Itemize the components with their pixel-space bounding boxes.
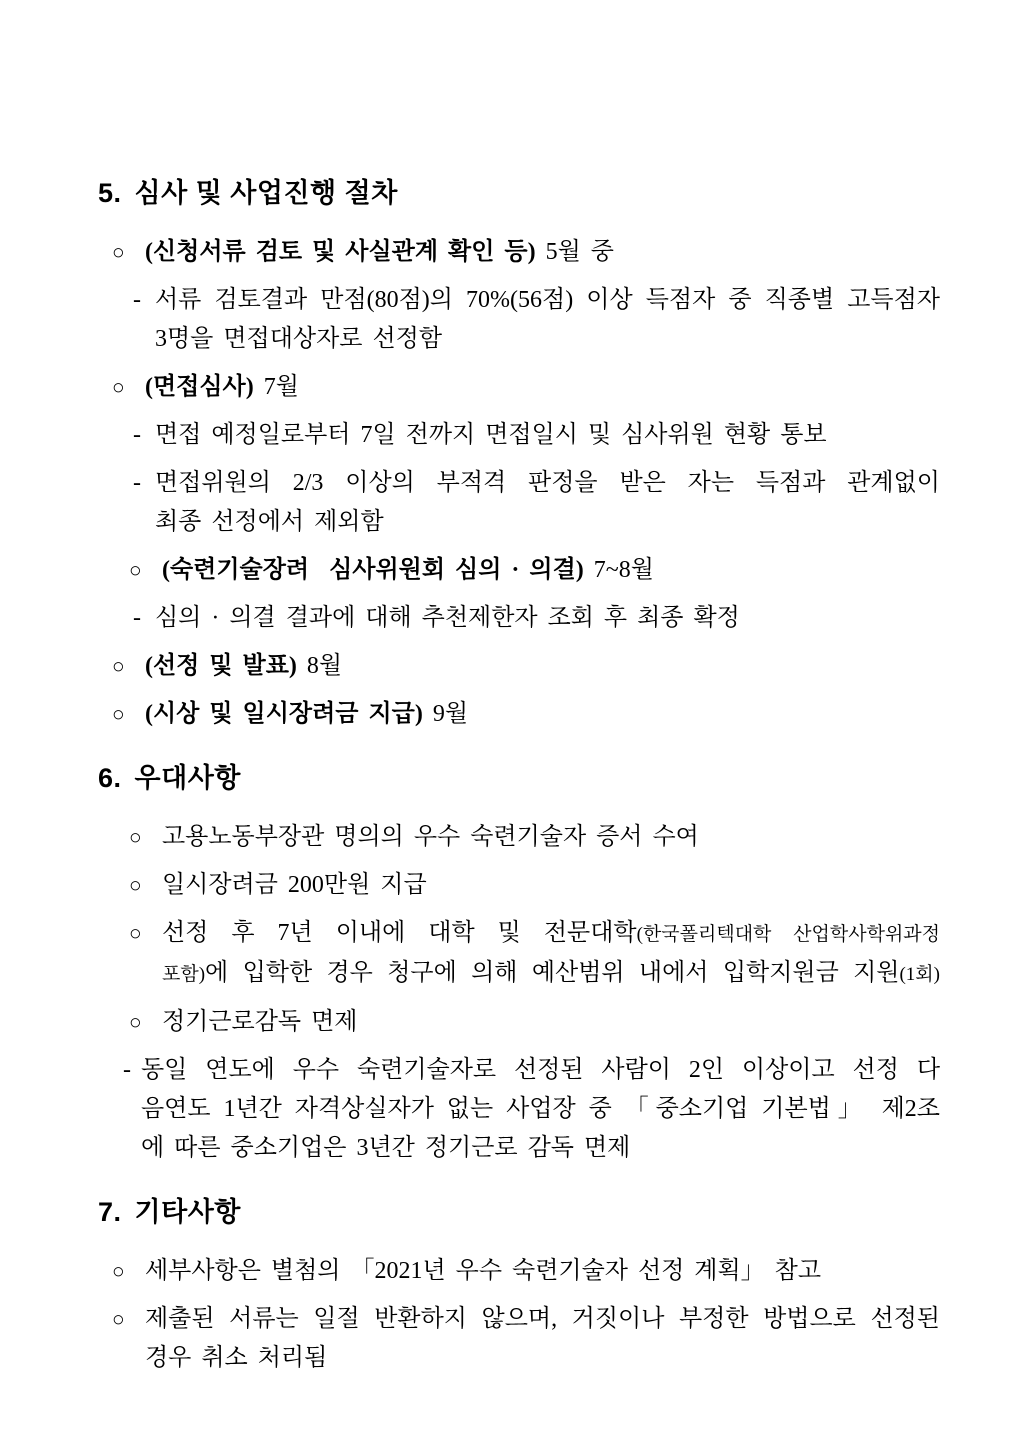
circle-bullet: ○ (129, 825, 142, 849)
circle-bullet: ○ (112, 375, 125, 399)
text-line (141, 1051, 940, 1090)
text-segment: 제출된 서류는 일절 반환하지 않으며, 거짓이나 부정한 방법으로 선정된 (145, 1306, 940, 1332)
text-segment: 면접 예정일로부터 7일 전까지 면접일시 및 심사위원 현황 통보 (155, 422, 827, 448)
text-segment: 포함) (162, 964, 206, 985)
text-line (155, 320, 940, 359)
item-body (145, 695, 940, 734)
list-item (98, 416, 940, 455)
text-line (162, 551, 940, 590)
text-segment: 9월 (422, 701, 469, 727)
section-5 (98, 177, 940, 734)
item-body (145, 233, 940, 272)
text-segment: 일시장려금 200만원 지급 (162, 872, 427, 898)
dash-bullet: - (123, 1057, 131, 1083)
list-item (98, 233, 940, 272)
section-heading (98, 1196, 940, 1229)
text-segment: 면접위원의 2/3 이상의 부적격 판정을 받은 자는 득점과 관계없이 (155, 470, 940, 496)
section-6 (98, 762, 940, 1168)
list-item (98, 818, 940, 857)
circle-bullet: ○ (112, 1259, 125, 1283)
item-body (162, 1003, 940, 1042)
section-number: 6. (98, 763, 122, 793)
text-line (145, 1300, 940, 1339)
section-heading (98, 762, 940, 795)
list-item (98, 368, 940, 407)
text-line (145, 1339, 940, 1378)
text-line (155, 464, 940, 503)
text-segment: 정기근로감독 면제 (162, 1009, 358, 1035)
list-item (98, 551, 940, 590)
text-line (145, 1252, 940, 1291)
text-line (145, 368, 940, 407)
dash-bullet: - (133, 605, 141, 631)
item-body (155, 599, 940, 638)
section-title: 우대사항 (134, 763, 241, 793)
list-item (98, 1252, 940, 1291)
text-line (145, 695, 940, 734)
text-segment: 심의 · 의결 결과에 대해 추천제한자 조회 후 최종 확정 (155, 605, 740, 631)
section-title: 기타사항 (134, 1197, 241, 1227)
text-segment: 8월 (296, 653, 343, 679)
list-item (98, 464, 940, 542)
item-body (162, 818, 940, 857)
item-body (155, 281, 940, 359)
circle-bullet: ○ (129, 921, 142, 945)
text-segment: (면접심사) (145, 374, 254, 400)
text-segment: (숙련기술장려 심사위원회 심의 · 의결) (162, 557, 584, 583)
text-segment: 경우 취소 처리됨 (145, 1345, 328, 1371)
dash-bullet: - (133, 287, 141, 313)
list-item (98, 599, 940, 638)
text-segment: 에 입학한 경우 청구에 의해 예산범위 내에서 입학지원금 지원 (205, 960, 900, 986)
text-line (162, 866, 940, 905)
list-item (98, 914, 940, 994)
text-segment: 음연도 1년간 자격상실자가 없는 사업장 중 「중소기업 기본법」 제2조 (141, 1096, 940, 1122)
circle-bullet: ○ (129, 1010, 142, 1034)
text-line (155, 281, 940, 320)
item-body (145, 1300, 940, 1378)
item-body (155, 416, 940, 455)
circle-bullet: ○ (112, 240, 125, 264)
text-segment: (시상 및 일시장려금 지급) (145, 701, 423, 727)
item-body (145, 647, 940, 686)
list-item (98, 647, 940, 686)
section-heading (98, 177, 940, 210)
item-body (162, 866, 940, 905)
text-segment: 7~8월 (583, 557, 654, 583)
text-segment: 서류 검토결과 만점(80점)의 70%(56점) 이상 득점자 중 직종별 고득점자 (155, 287, 940, 313)
text-segment: 5월 중 (535, 239, 614, 265)
dash-bullet: - (133, 422, 141, 448)
document-content (98, 177, 940, 1406)
circle-bullet: ○ (112, 1307, 125, 1331)
list-item (98, 1300, 940, 1378)
text-line (162, 914, 940, 954)
text-segment: 동일 연도에 우수 숙련기술자로 선정된 사람이 2인 이상이고 선정 다 (141, 1057, 940, 1083)
list-item (98, 281, 940, 359)
item-body (145, 368, 940, 407)
text-segment: 3명을 면접대상자로 선정함 (155, 326, 443, 352)
text-segment: 7월 (253, 374, 299, 400)
dash-bullet: - (133, 470, 141, 496)
text-segment: (선정 및 발표) (145, 653, 297, 679)
list-item (98, 866, 940, 905)
item-body (155, 464, 940, 542)
text-line (162, 818, 940, 857)
circle-bullet: ○ (112, 702, 125, 726)
text-segment: 선정 후 7년 이내에 대학 및 전문대학 (162, 920, 637, 946)
text-line (155, 503, 940, 542)
text-segment: 세부사항은 별첨의 「2021년 우수 숙련기술자 선정 계획」 참고 (145, 1258, 822, 1284)
text-line (155, 416, 940, 455)
list-item (98, 1003, 940, 1042)
section-number: 7. (98, 1197, 122, 1227)
item-body (141, 1051, 940, 1168)
circle-bullet: ○ (129, 873, 142, 897)
text-line (145, 233, 940, 272)
text-line (141, 1090, 940, 1129)
circle-bullet: ○ (129, 558, 142, 582)
item-body (162, 914, 940, 994)
text-segment: 에 따른 중소기업은 3년간 정기근로 감독 면제 (141, 1135, 631, 1161)
section-7 (98, 1196, 940, 1378)
text-line (162, 1003, 940, 1042)
text-segment: (신청서류 검토 및 사실관계 확인 등) (145, 239, 536, 265)
section-title: 심사 및 사업진행 절차 (134, 178, 398, 208)
text-line (162, 954, 940, 994)
list-item (98, 1051, 940, 1168)
text-line (155, 599, 940, 638)
text-segment: 최종 선정에서 제외함 (155, 509, 384, 535)
section-number: 5. (98, 178, 122, 208)
text-segment: 고용노동부장관 명의의 우수 숙련기술자 증서 수여 (162, 824, 699, 850)
text-segment: (한국폴리텍대학 산업학사학위과정 (636, 924, 941, 945)
list-item (98, 695, 940, 734)
text-segment: (1회) (899, 964, 940, 985)
item-body (145, 1252, 940, 1291)
text-line (141, 1129, 940, 1168)
item-body (162, 551, 940, 590)
text-line (145, 647, 940, 686)
circle-bullet: ○ (112, 654, 125, 678)
